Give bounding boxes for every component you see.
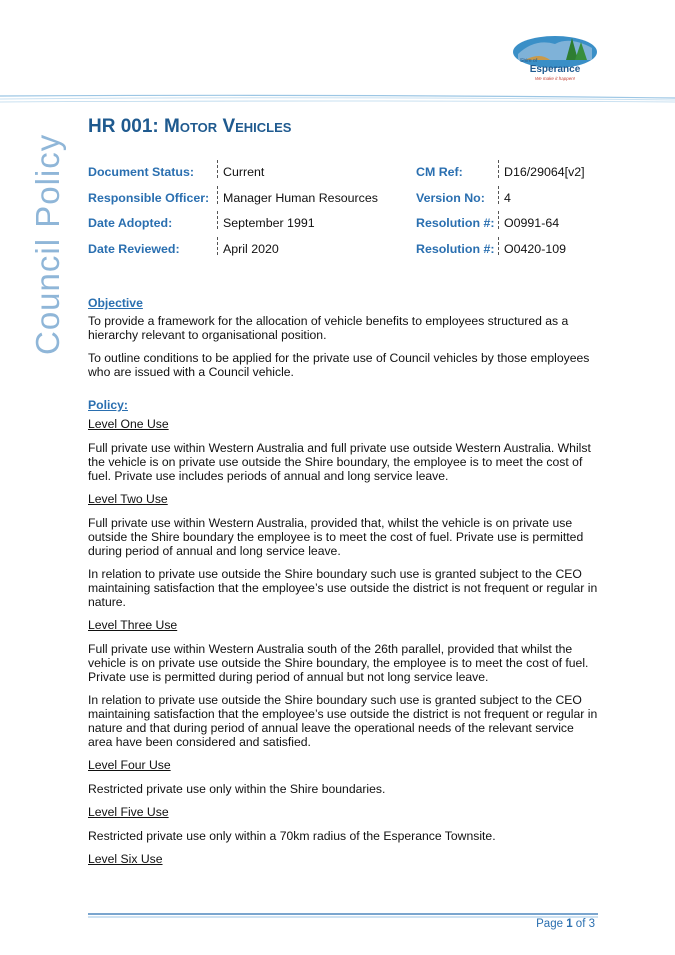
page-number — [536, 918, 595, 930]
meta-separator — [217, 237, 218, 255]
meta-value-status: Current — [223, 165, 265, 179]
policy-heading: Policy: — [88, 398, 128, 412]
meta-value-adopted: September 1991 — [223, 216, 315, 230]
level-six-heading: Level Six Use — [88, 852, 163, 866]
meta-separator — [217, 186, 218, 204]
logo-tagline: We make it happen! — [535, 76, 575, 81]
title-code: HR 001: — [88, 116, 159, 137]
level-two-paragraph: In relation to private use outside the Shire boundary such use is granted subject to the CEO maintaining satisfaction that the employee’s use outside the district is not frequent or regular in nature. — [88, 567, 598, 609]
meta-separator — [217, 160, 218, 178]
meta-label-reviewed: Date Reviewed: — [88, 242, 180, 256]
level-five-heading: Level Five Use — [88, 805, 169, 819]
meta-value-reviewed: April 2020 — [223, 242, 279, 256]
objective-heading: Objective — [88, 296, 143, 310]
objective-paragraph: To provide a framework for the allocation of vehicle benefits to employees structured as a hierarchy relevant to organisational position. — [88, 314, 569, 342]
level-two-paragraph: Full private use within Western Australia, provided that, whilst the vehicle is on private use outside the Shire boundary the employee is to meet the cost of fuel. Private use is permitted during period of annual and long service leave. — [88, 516, 584, 558]
objective-paragraph: To outline conditions to be applied for the private use of Council vehicles by those employees who are issued with a Council vehicle. — [88, 351, 590, 379]
meta-value-resolution-1: O0991-64 — [504, 216, 560, 230]
meta-value-resolution-2: O0420-109 — [504, 242, 567, 256]
level-three-paragraph: In relation to private use outside the Shire boundary such use is granted subject to the CEO maintaining satisfaction that the employee’s use outside the district is not frequent or regular in nature and that during period of annual leave the operational needs of the relevant service area have been considered and satisfied. — [88, 693, 598, 749]
level-one-paragraph: Full private use within Western Australia and full private use outside Western Australia. Whilst the vehicle is on private use outside the Shire boundary, the employee is to meet the cost of fuel. Private use includes periods of annual and long service leave. — [88, 441, 591, 483]
meta-value-officer: Manager Human Resources — [223, 191, 378, 205]
meta-label-resolution-2: Resolution #: — [416, 242, 495, 256]
title-name: Motor Vehicles — [164, 116, 292, 137]
meta-separator — [498, 237, 499, 255]
meta-label-cmref: CM Ref: — [416, 165, 463, 179]
page-current: 1 — [566, 918, 573, 930]
side-title: Council Policy — [29, 133, 66, 355]
level-five-paragraph: Restricted private use only within a 70km radius of the Esperance Townsite. — [88, 829, 496, 843]
meta-label-status: Document Status: — [88, 165, 195, 179]
logo-shire-text: Shire of — [520, 58, 538, 64]
meta-separator — [498, 211, 499, 229]
page-prefix: Page — [536, 918, 563, 930]
level-three-paragraph: Full private use within Western Australia south of the 26th parallel, provided that whilst the vehicle is on private use outside the Shire boundary, the employee is to meet the cost of fuel. Private use is permitted during period of annual but not long service leave. — [88, 642, 589, 684]
page-of: of — [575, 918, 586, 930]
policy-body — [88, 296, 598, 876]
meta-separator — [217, 211, 218, 229]
meta-label-resolution-1: Resolution #: — [416, 216, 495, 230]
meta-value-cmref: D16/29064[v2] — [504, 165, 585, 179]
meta-value-version: 4 — [504, 191, 511, 205]
level-two-heading: Level Two Use — [88, 492, 168, 506]
shire-logo — [510, 30, 600, 88]
meta-label-version: Version No: — [416, 191, 485, 205]
page-title — [88, 116, 291, 138]
meta-separator — [498, 160, 499, 178]
logo-esperance-text: Esperance — [529, 64, 581, 75]
meta-label-adopted: Date Adopted: — [88, 216, 173, 230]
header-divider — [0, 92, 675, 104]
level-four-paragraph: Restricted private use only within the Shire boundaries. — [88, 782, 386, 796]
meta-separator — [498, 186, 499, 204]
level-three-heading: Level Three Use — [88, 618, 178, 632]
page-total: 3 — [588, 918, 595, 930]
level-one-heading: Level One Use — [88, 417, 169, 431]
meta-label-officer: Responsible Officer: — [88, 191, 210, 205]
level-four-heading: Level Four Use — [88, 758, 171, 772]
footer-divider — [88, 913, 598, 919]
